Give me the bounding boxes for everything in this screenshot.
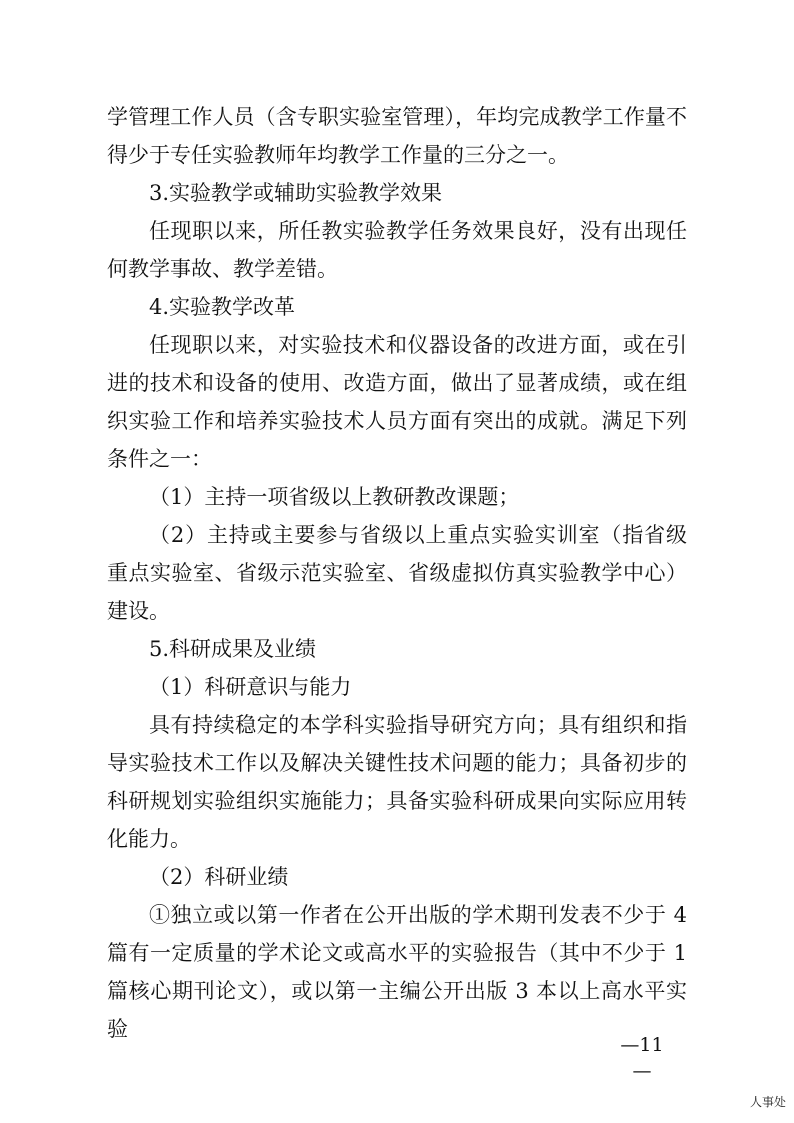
subheading-research-achievement: （2）科研业绩: [149, 865, 289, 889]
paragraph-teaching-effect: 任现职以来，所任教实验教学任务效果良好，没有出现任何教学事故、教学差错。: [107, 219, 687, 281]
section-heading-4: 4.实验教学改革: [149, 295, 296, 319]
paragraph-continuation: 学管理工作人员（含专职实验室管理），年均完成教学工作量不得少于专任实验教师年均教学工作量的三分之一。: [107, 105, 687, 167]
document-body: [107, 98, 687, 1048]
paragraph-teaching-reform: 任现职以来，对实验技术和仪器设备的改进方面，或在引进的技术和设备的使用、改造方面，做出了显著成绩，或在组织实验工作和培养实验技术人员方面有突出的成就。满足下列条件之一：: [107, 333, 687, 471]
paragraph-research-ability: 具有持续稳定的本学科实验指导研究方向；具有组织和指导实验技术工作以及解决关键性技术问题的能力；具备初步的科研规划实验组织实施能力；具备实验科研成果向实际应用转化能力。: [107, 713, 687, 851]
section-heading-3: 3.实验教学或辅助实验教学效果: [149, 181, 443, 205]
paragraph-research-achievement: ①独立或以第一作者在公开出版的学术期刊发表不少于 4 篇有一定质量的学术论文或高水平的实验报告（其中不少于 1 篇核心期刊论文），或以第一主编公开出版 3 本以上高水平实验: [107, 903, 687, 1041]
section-heading-5: 5.科研成果及业绩: [149, 637, 317, 661]
page-number: —11—: [620, 1034, 664, 1082]
paragraph-condition-2: （2）主持或主要参与省级以上重点实验实训室（指省级重点实验室、省级示范实验室、省级虚拟仿真实验教学中心）建设。: [107, 523, 687, 623]
corner-mark: 人事处: [749, 1095, 786, 1109]
paragraph-condition-1: （1）主持一项省级以上教研教改课题；: [149, 485, 520, 509]
subheading-research-ability: （1）科研意识与能力: [149, 675, 352, 699]
